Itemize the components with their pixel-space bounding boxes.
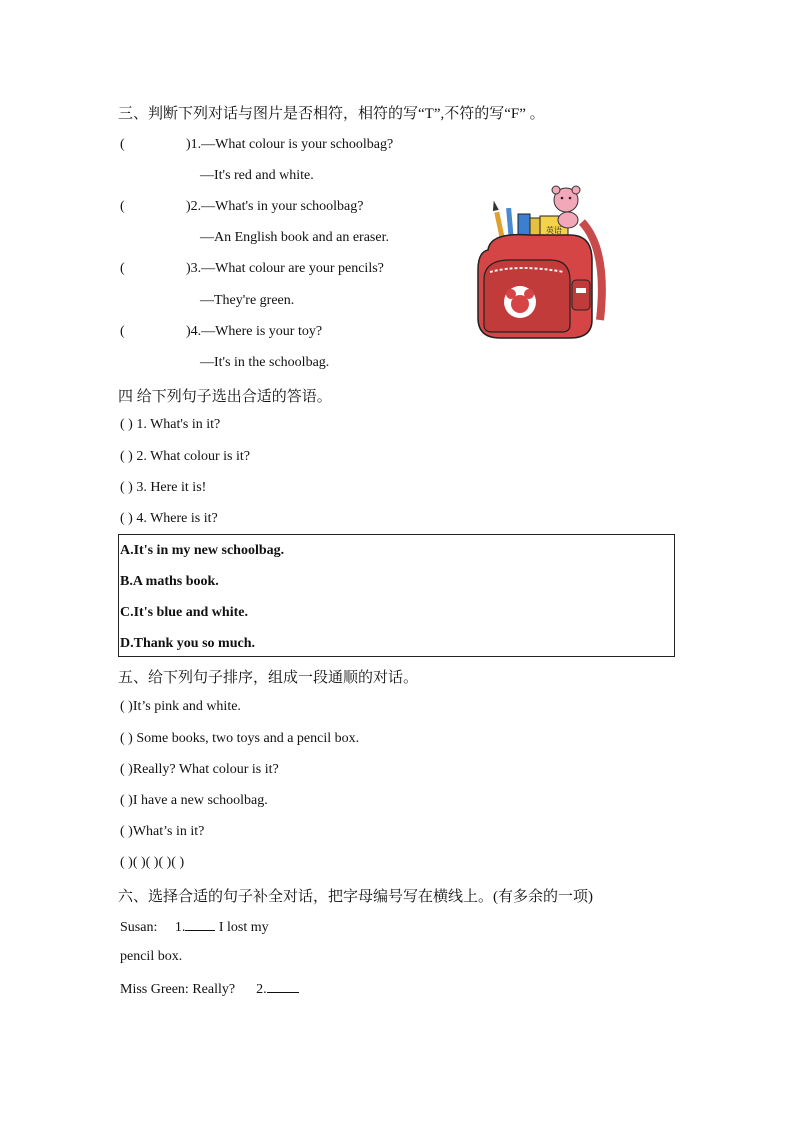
s6-blank1-num: 1. <box>174 920 186 935</box>
s4-item2: ( ) 2. What colour is it? <box>120 449 250 464</box>
s6-speaker-susan: Susan: <box>120 920 158 935</box>
s6-line1-text: I lost my <box>218 920 269 935</box>
s6-blank2-num: 2. <box>256 982 267 997</box>
s3-item2-question: )2.—What's in your schoolbag? <box>186 199 364 214</box>
s3-item4-question: )4.—Where is your toy? <box>186 324 323 339</box>
s5-item1: ( )It’s pink and white. <box>120 699 241 714</box>
s3-item4-answer: —It's in the schoolbag. <box>200 355 330 370</box>
s6-blank2[interactable] <box>267 980 299 993</box>
s5-item4: ( )I have a new schoolbag. <box>120 793 268 808</box>
s5-item3: ( )Really? What colour is it? <box>120 762 279 777</box>
s5-item2: ( ) Some books, two toys and a pencil box. <box>120 731 360 746</box>
book-label: 英语 <box>546 226 562 235</box>
s3-item4-paren: ( <box>120 324 125 339</box>
section5-title: 五、给下列句子排序，组成一段通顺的对话。 <box>118 670 419 686</box>
schoolbag-image <box>470 180 620 345</box>
s4-option-d: D.Thank you so much. <box>120 636 255 651</box>
section4-title: 四 给下列句子选出合适的答语。 <box>118 389 332 405</box>
s6-line1 <box>120 918 269 936</box>
section6-title: 六、选择合适的句子补全对话，把字母编号写在横线上。(有多余的一项) <box>118 889 593 905</box>
s6-line2: pencil box. <box>120 949 183 964</box>
s3-item1-answer: —It's red and white. <box>200 168 314 183</box>
s4-item4: ( ) 4. Where is it? <box>120 511 218 526</box>
s3-item1-paren: ( <box>120 137 125 152</box>
s6-speaker-miss-green: Miss Green: Really? <box>120 982 236 997</box>
s6-line3 <box>120 980 299 998</box>
s5-order-line: ( )( )( )( )( ) <box>120 855 185 870</box>
s4-item3: ( ) 3. Here it is! <box>120 480 207 495</box>
s4-option-c: C.It's blue and white. <box>120 605 248 620</box>
s3-item3-paren: ( <box>120 261 125 276</box>
s5-item5: ( )What’s in it? <box>120 824 205 839</box>
s3-item3-question: )3.—What colour are your pencils? <box>186 261 384 276</box>
s3-item2-answer: —An English book and an eraser. <box>200 230 389 245</box>
s4-option-b: B.A maths book. <box>120 574 219 589</box>
section3-title: 三、判断下列对话与图片是否相符，相符的写“T”,不符的写“F” 。 <box>118 106 545 122</box>
s3-item3-answer: —They're green. <box>200 293 295 308</box>
s4-item1: ( ) 1. What's in it? <box>120 417 221 432</box>
s3-item1-question: )1.—What colour is your schoolbag? <box>186 137 394 152</box>
s4-option-a: A.It's in my new schoolbag. <box>120 543 285 558</box>
s3-item2-paren: ( <box>120 199 125 214</box>
s6-blank1[interactable] <box>185 918 215 931</box>
